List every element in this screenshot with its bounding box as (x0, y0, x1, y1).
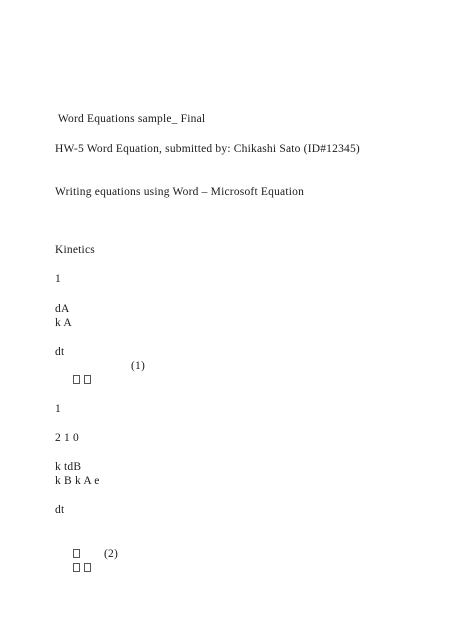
eq2-line-2: 2 1 0 (55, 432, 79, 444)
missing-glyph-icon (73, 563, 80, 572)
missing-glyph-icon (73, 375, 80, 384)
eq1-missing-glyphs (55, 359, 95, 401)
eq2-missing-glyph-row-2 (55, 547, 95, 589)
eq1-line-1: 1 (55, 273, 61, 285)
section-heading-kinetics: Kinetics (55, 244, 95, 256)
document-title: Word Equations sample_ Final (55, 113, 206, 125)
eq2-number: (2) (104, 548, 119, 560)
eq1-line-2: dA (55, 303, 70, 315)
missing-glyph-icon (84, 563, 91, 572)
submission-line: HW-5 Word Equation, submitted by: Chikashi Sato (ID#12345) (55, 143, 360, 155)
section-subtitle: Writing equations using Word – Microsoft Equation (55, 186, 305, 198)
eq1-line-3: k A (55, 317, 72, 329)
eq2-line-5: dt (55, 504, 65, 516)
eq2-line-1: 1 (55, 403, 61, 415)
eq1-number: (1) (131, 360, 146, 372)
eq2-line-3: k tdB (55, 461, 82, 473)
eq1-line-4: dt (55, 346, 65, 358)
eq2-line-4: k B k A e (55, 475, 100, 487)
missing-glyph-icon (84, 375, 91, 384)
